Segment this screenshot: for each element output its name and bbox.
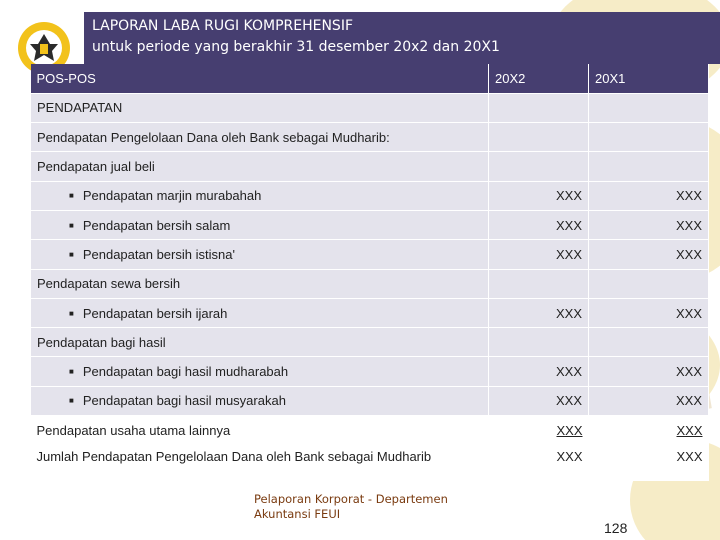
row-value-20x2: XXX	[489, 240, 589, 269]
row-value-20x1: XXX	[589, 357, 709, 386]
row-value-20x2: XXX	[489, 298, 589, 327]
row-value-20x1	[589, 328, 709, 357]
header-pos: POS-POS	[31, 64, 489, 93]
square-bullet-icon: ■	[69, 191, 74, 201]
row-value-20x2: XXX	[489, 386, 589, 415]
row-label-cell	[31, 357, 489, 386]
row-label-cell	[31, 386, 489, 415]
table-row	[31, 123, 709, 152]
row-label: Pendapatan bersih istisna'	[82, 246, 235, 262]
row-value-20x1: XXX	[589, 445, 709, 481]
row-label-cell	[31, 240, 489, 269]
row-value-20x2-cell	[489, 416, 589, 445]
footer-line-2: Akuntansi FEUI	[254, 507, 341, 521]
report-title: LAPORAN LABA RUGI KOMPREHENSIF	[92, 18, 353, 34]
table-total-row	[31, 445, 709, 481]
table-row	[31, 416, 709, 445]
row-label: Pendapatan bagi hasil mudharabah	[82, 364, 289, 380]
header-20x1: 20X1	[589, 64, 709, 93]
row-value-20x2: XXX	[489, 445, 589, 481]
row-value-20x1-cell	[589, 416, 709, 445]
row-value-20x2: XXX	[489, 181, 589, 210]
income-statement-table	[30, 64, 709, 481]
row-value-20x1: XXX	[589, 386, 709, 415]
row-value-20x2: XXX	[489, 210, 589, 239]
row-value-20x1	[589, 269, 709, 298]
header-20x2: 20X2	[489, 64, 589, 93]
row-value-20x2	[489, 93, 589, 122]
row-value-20x1: XXX	[589, 240, 709, 269]
footer-line-1: Pelaporan Korporat - Departemen	[254, 492, 448, 506]
row-label: Jumlah Pendapatan Pengelolaan Dana oleh Bank sebagai Mudharib	[31, 445, 489, 481]
table-row	[31, 357, 709, 386]
table-row	[31, 298, 709, 327]
row-value-20x1: XXX	[589, 210, 709, 239]
row-value-20x2	[489, 328, 589, 357]
row-label: Pendapatan bagi hasil musyarakah	[82, 393, 286, 409]
row-value-20x2	[489, 123, 589, 152]
square-bullet-icon: ■	[69, 396, 74, 406]
table-row	[31, 93, 709, 122]
row-label-cell	[31, 181, 489, 210]
row-value-20x1: XXX	[589, 181, 709, 210]
report-period: untuk periode yang berakhir 31 desember 20x2 dan 20X1	[92, 39, 500, 55]
square-bullet-icon: ■	[69, 220, 74, 230]
row-label: Pendapatan bersih salam	[82, 217, 231, 233]
row-label: Pendapatan usaha utama lainnya	[31, 416, 489, 445]
row-value-20x2: XXX	[489, 357, 589, 386]
table-header-row	[31, 64, 709, 93]
table-row	[31, 181, 709, 210]
page-number: 128	[604, 520, 628, 536]
row-value-20x2: XXX	[556, 422, 583, 438]
row-label: Pendapatan marjin murabahah	[82, 188, 262, 204]
row-label: Pendapatan sewa bersih	[31, 269, 489, 298]
square-bullet-icon: ■	[69, 308, 74, 318]
row-value-20x2	[489, 269, 589, 298]
report-title-banner	[84, 12, 720, 64]
row-label: Pendapatan jual beli	[31, 152, 489, 181]
row-label: Pendapatan bersih ijarah	[82, 305, 228, 321]
table-row	[31, 328, 709, 357]
row-label: PENDAPATAN	[31, 93, 489, 122]
footer-credit	[254, 492, 448, 522]
square-bullet-icon: ■	[69, 367, 74, 377]
row-label: Pendapatan Pengelolaan Dana oleh Bank sebagai Mudharib:	[31, 123, 489, 152]
row-value-20x1: XXX	[676, 422, 703, 438]
table-row	[31, 152, 709, 181]
row-label: Pendapatan bagi hasil	[31, 328, 489, 357]
square-bullet-icon: ■	[69, 249, 74, 259]
row-value-20x1: XXX	[589, 298, 709, 327]
table-row	[31, 386, 709, 415]
row-label-cell	[31, 298, 489, 327]
row-value-20x1	[589, 93, 709, 122]
row-label-cell	[31, 210, 489, 239]
row-value-20x2	[489, 152, 589, 181]
table-row	[31, 269, 709, 298]
table-row	[31, 210, 709, 239]
row-value-20x1	[589, 152, 709, 181]
table-row	[31, 240, 709, 269]
row-value-20x1	[589, 123, 709, 152]
